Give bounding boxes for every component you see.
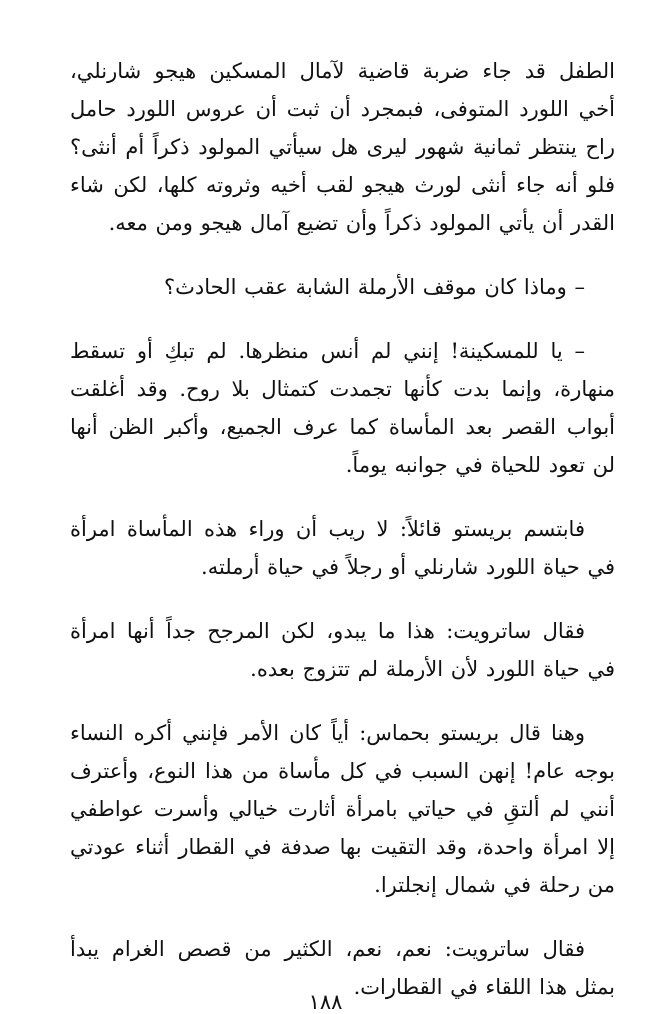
paragraph-7: فقال ساترويت: نعم، نعم، الكثير من قصص الغرام يبدأ بمثل هذا اللقاء في القطارات.: [70, 937, 615, 999]
paragraph-2: – وماذا كان موقف الأرملة الشابة عقب الحادث؟: [163, 275, 585, 299]
paragraph-3: – يا للمسكينة! إنني لم أنس منظرها. لم تبكِ أو تسقط منهارة، وإنما بدت كأنها تجمدت كتمثال بلا روح. وقد أغلقت أبواب القصر بعد المأساة كما عرف الجميع، وأكبر الظن أنها لن تعود للحياة في جوانبه يوماً.: [70, 339, 615, 477]
page-number: ١٨٨: [308, 990, 343, 1014]
paragraph-5: فقال ساترويت: هذا ما يبدو، لكن المرجح جداً أنها امرأة في حياة اللورد لأن الأرملة لم تتزوج بعده.: [70, 619, 615, 681]
paragraph-4: فابتسم بريستو قائلاً: لا ريب أن وراء هذه المأساة امرأة في حياة اللورد شارنلي أو رجلاً في حياة أرملته.: [70, 517, 615, 579]
paragraph-1: الطفل قد جاء ضربة قاضية لآمال المسكين هيجو شارنلي، أخي اللورد المتوفى، فبمجرد أن ثبت أن عروس اللورد حامل راح ينتظر ثمانية شهور ليرى هل سيأتي المولود ذكراً أم أنثى؟ فلو أنه جاء أنثى لورث هيجو لقب أخيه وثروته كلها، لكن شاء القدر أن يأتي المولود ذكراً وأن تضيع آمال هيجو ومن معه.: [70, 59, 615, 235]
paragraph-6: وهنا قال بريستو بحماس: أياً كان الأمر فإنني أكره النساء بوجه عام! إنهن السبب في كل مأساة من هذا النوع، وأعترف أنني لم ألتقِ في حياتي بامرأة أثارت خيالي وأسرت عواطفي إلا امرأة واحدة، وقد التقيت بها صدفة في القطار أثناء عودتي من رحلة في شمال إنجلترا.: [70, 721, 615, 897]
